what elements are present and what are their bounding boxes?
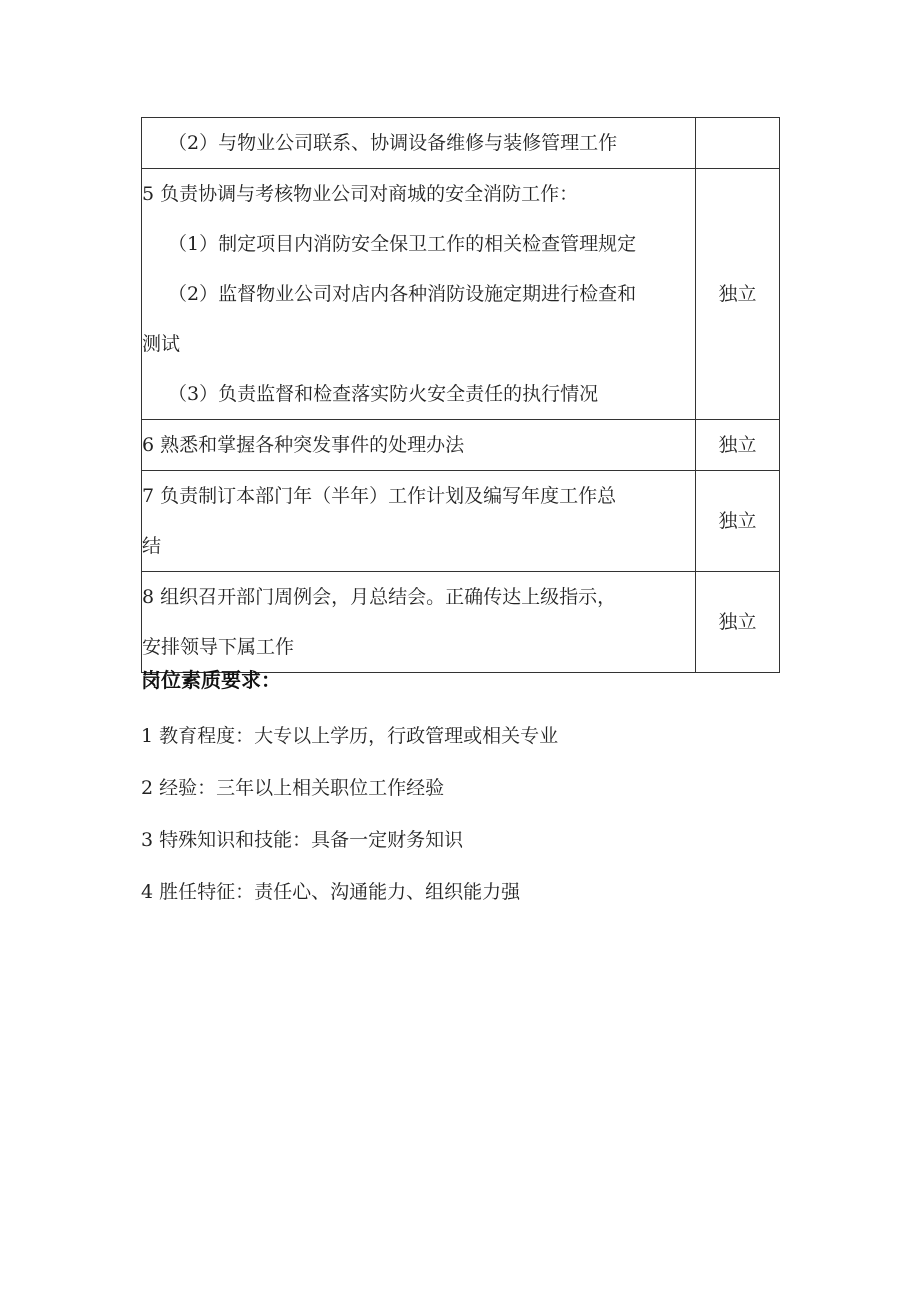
duty-line: 结 [142, 535, 162, 557]
duty-line: （2）与物业公司联系、协调设备维修与装修管理工作 [168, 132, 618, 154]
requirements-heading: 岗位素质要求： [141, 668, 281, 692]
duty-description-cell [142, 118, 696, 169]
table-row [142, 471, 780, 572]
duty-description-cell [142, 471, 696, 572]
work-mode-cell: 独立 [696, 169, 780, 420]
work-mode-cell: 独立 [696, 420, 780, 471]
table-row [142, 420, 780, 471]
table-row [142, 572, 780, 673]
work-mode-cell: 独立 [696, 471, 780, 572]
list-item: 4 胜任特征：责任心、沟通能力、组织能力强 [141, 881, 521, 903]
duty-line: 7 负责制订本部门年（半年）工作计划及编写年度工作总 [142, 485, 617, 507]
work-mode-cell [696, 118, 780, 169]
requirements-list [141, 710, 558, 918]
duty-line: 测试 [142, 333, 181, 355]
duty-line: （3）负责监督和检查落实防火安全责任的执行情况 [168, 383, 599, 405]
duty-description-cell [142, 169, 696, 420]
duty-line: （2）监督物业公司对店内各种消防设施定期进行检查和 [168, 283, 637, 305]
work-mode-cell: 独立 [696, 572, 780, 673]
table-row [142, 169, 780, 420]
list-item: 2 经验：三年以上相关职位工作经验 [141, 777, 445, 799]
duty-description-cell [142, 420, 696, 471]
duty-line: （1）制定项目内消防安全保卫工作的相关检查管理规定 [168, 233, 637, 255]
duty-description-cell [142, 572, 696, 673]
duty-line: 5 负责协调与考核物业公司对商城的安全消防工作： [142, 183, 579, 205]
list-item: 3 特殊知识和技能：具备一定财务知识 [141, 829, 464, 851]
duty-line: 安排领导下属工作 [142, 636, 295, 658]
list-item: 1 教育程度：大专以上学历，行政管理或相关专业 [141, 725, 559, 747]
duty-line: 8 组织召开部门周例会，月总结会。正确传达上级指示， [142, 586, 617, 608]
duty-line: 6 熟悉和掌握各种突发事件的处理办法 [142, 434, 465, 456]
duties-table [141, 117, 780, 673]
table-row [142, 118, 780, 169]
